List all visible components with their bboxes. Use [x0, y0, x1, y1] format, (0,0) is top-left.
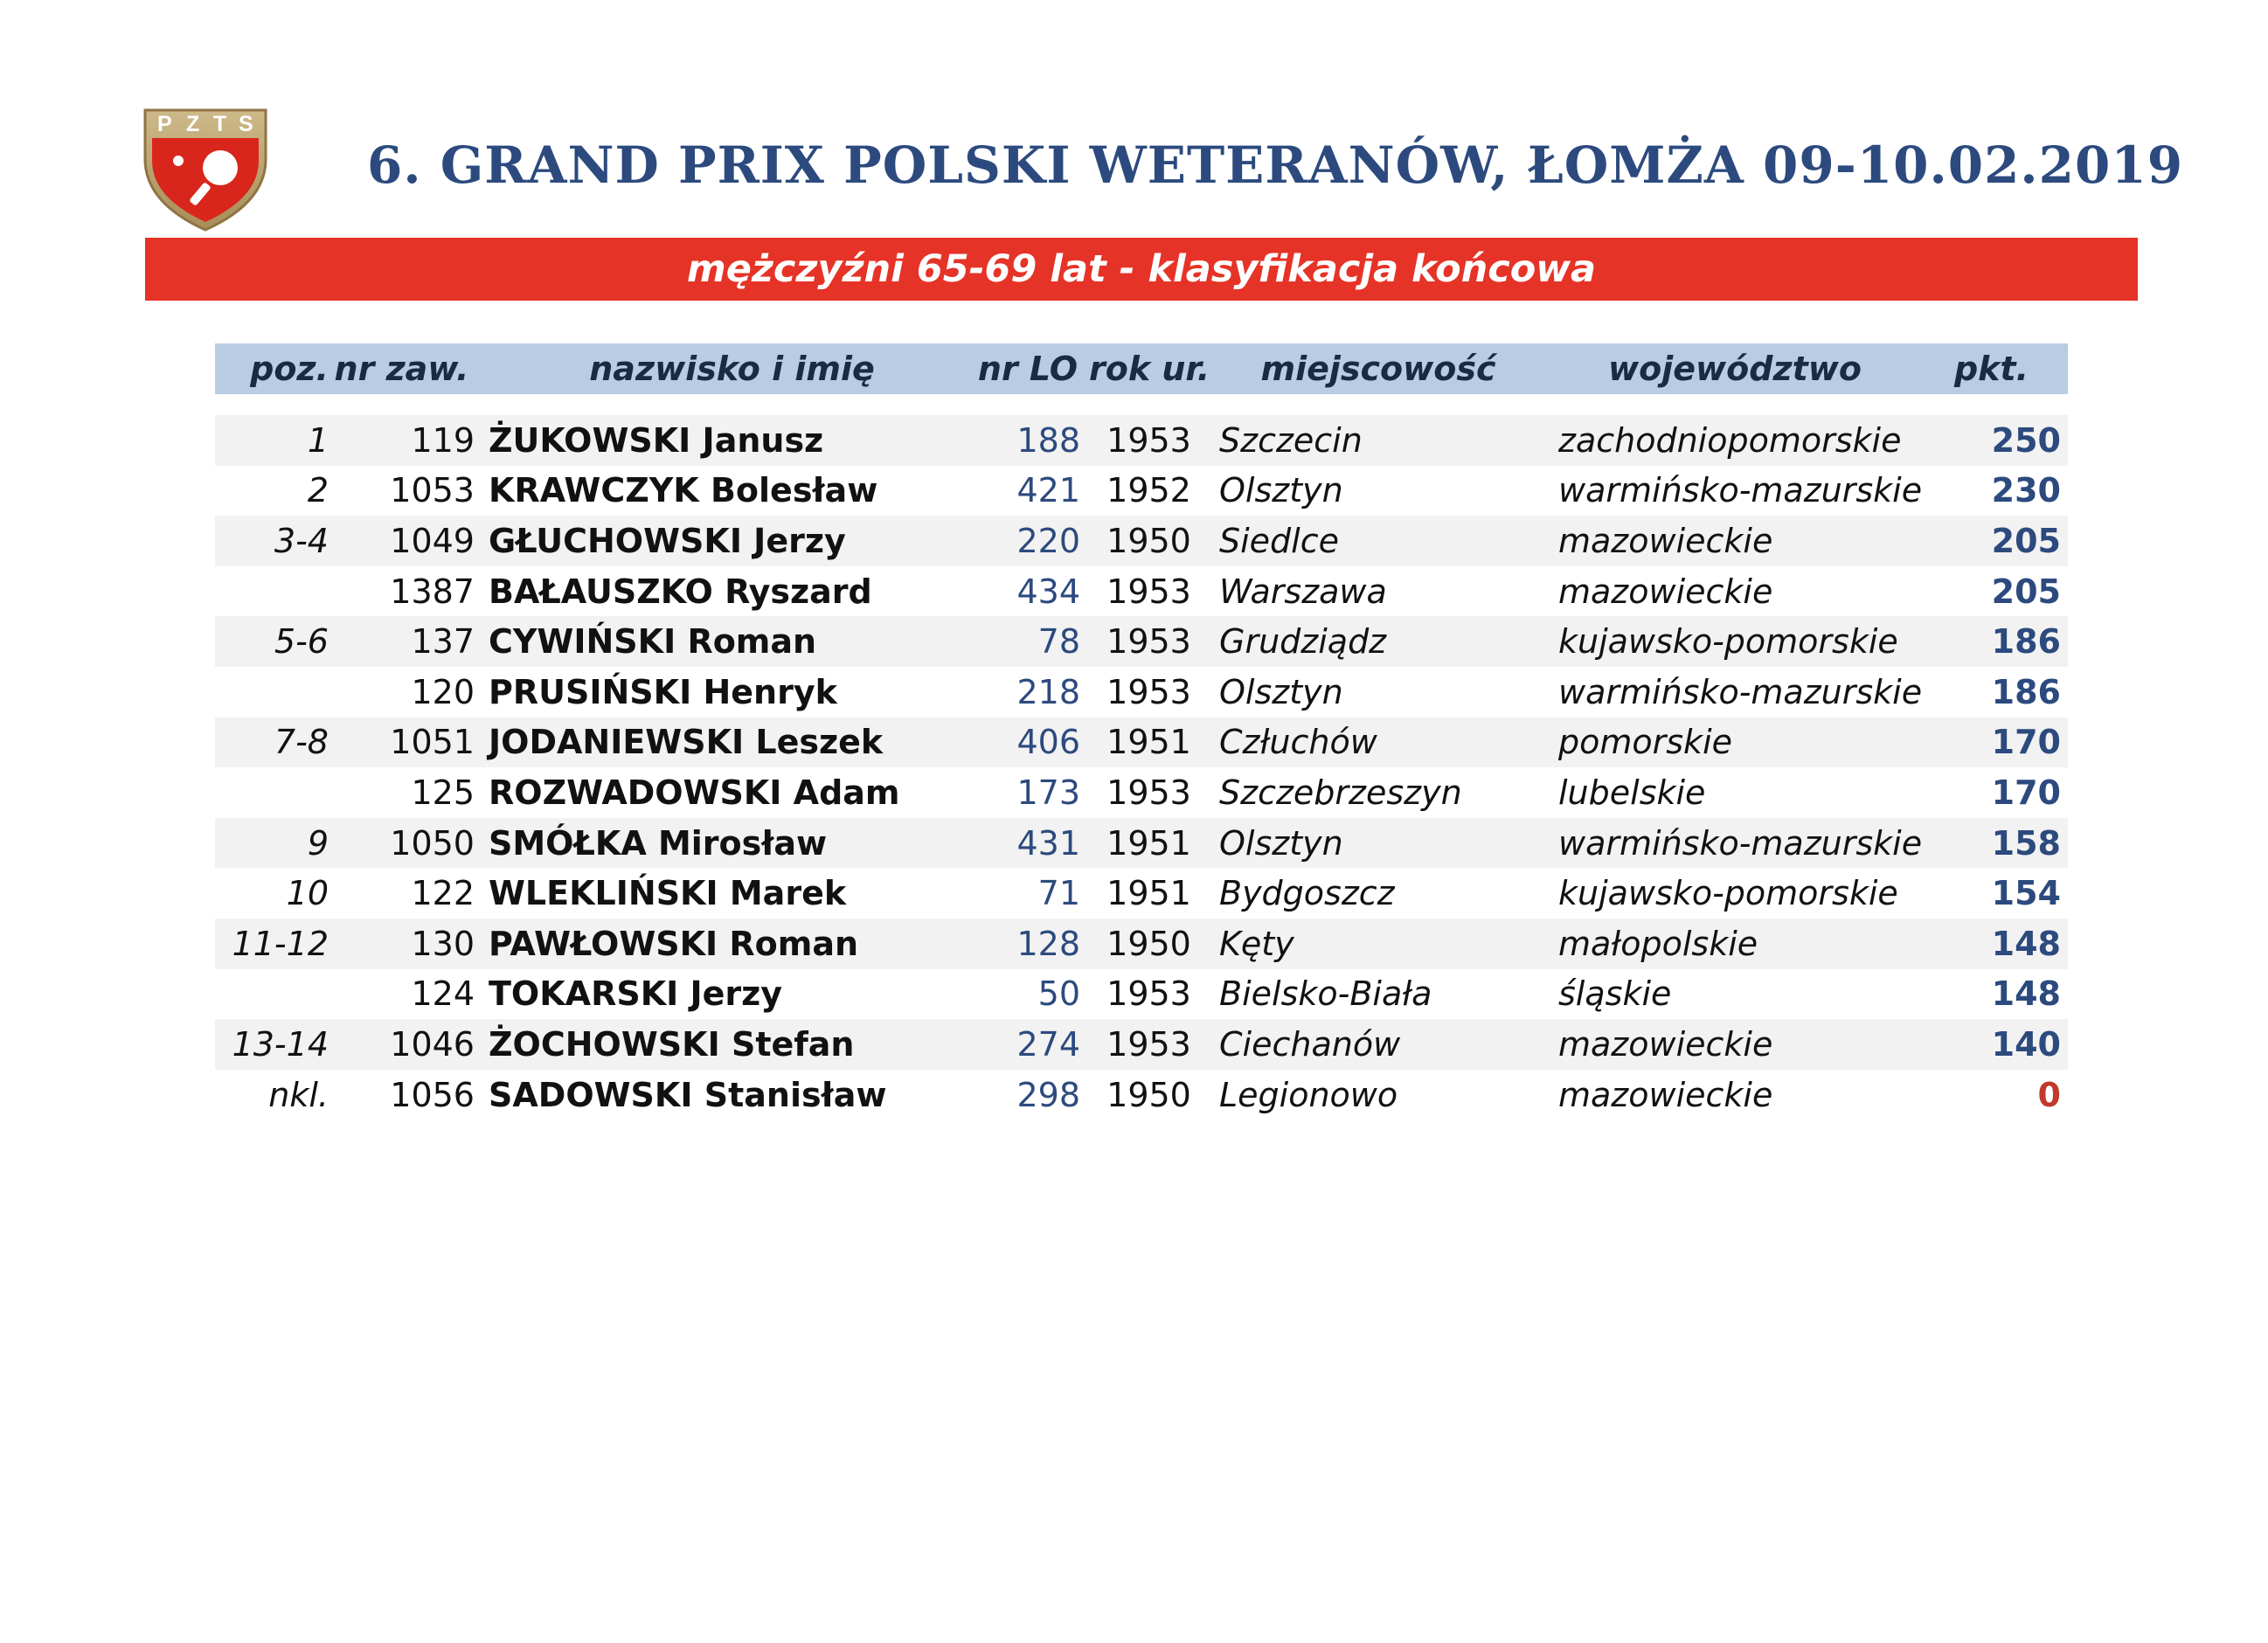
cell-pos: 13-14 [232, 1024, 329, 1064]
svg-text:P: P [157, 112, 172, 136]
cell-wojewodztwo: mazowieckie [1558, 1024, 1773, 1064]
cell-pos: 3-4 [274, 521, 329, 560]
table-row [215, 868, 2068, 919]
table-row [215, 415, 2068, 466]
cell-nr-zaw: 1046 [390, 1024, 475, 1064]
cell-rok: 1950 [1106, 924, 1191, 963]
table-row [215, 466, 2068, 516]
cell-name: SMÓŁKA Mirosław [489, 823, 828, 863]
cell-miejscowosc: Ciechanów [1219, 1024, 1401, 1064]
cell-miejscowosc: Kęty [1219, 924, 1294, 963]
cell-nr-zaw: 1053 [390, 471, 475, 510]
category-title: mężczyźni 65-69 lat - klasyfikacja końcowa [686, 247, 1597, 291]
header-miejscowosc: miejscowość [1260, 350, 1496, 388]
cell-pos: 11-12 [232, 924, 329, 963]
cell-nr-zaw: 1050 [390, 823, 475, 863]
cell-miejscowosc: Olsztyn [1219, 471, 1343, 510]
cell-rok: 1953 [1106, 420, 1191, 460]
category-banner [145, 238, 2138, 301]
cell-name: ŻUKOWSKI Janusz [489, 420, 824, 460]
cell-nr-zaw: 125 [411, 773, 475, 812]
cell-wojewodztwo: śląskie [1558, 974, 1672, 1014]
table-row [215, 1070, 2068, 1120]
cell-nr-zaw: 130 [411, 924, 475, 963]
cell-nr-lo: 71 [1037, 874, 1080, 913]
cell-pkt: 170 [1991, 773, 2061, 812]
cell-rok: 1950 [1106, 521, 1191, 560]
cell-nr-lo: 188 [1016, 420, 1080, 460]
cell-nr-lo: 274 [1016, 1024, 1080, 1064]
cell-wojewodztwo: mazowieckie [1558, 572, 1773, 611]
table-row [215, 1019, 2068, 1070]
cell-name: GŁUCHOWSKI Jerzy [489, 521, 846, 560]
cell-name: KRAWCZYK Bolesław [489, 471, 878, 510]
cell-nr-lo: 128 [1016, 924, 1080, 963]
cell-nr-lo: 173 [1016, 773, 1080, 812]
header-nr-zaw: nr zaw. [334, 350, 469, 388]
cell-pos: 1 [307, 420, 329, 460]
cell-nr-zaw: 122 [411, 874, 475, 913]
cell-nr-zaw: 1387 [390, 572, 475, 611]
cell-miejscowosc: Człuchów [1219, 723, 1377, 762]
cell-pos: 7-8 [274, 723, 329, 762]
cell-nr-lo: 298 [1016, 1075, 1080, 1114]
cell-miejscowosc: Szczebrzeszyn [1219, 773, 1462, 812]
cell-nr-lo: 78 [1037, 622, 1080, 662]
cell-pkt: 154 [1991, 874, 2061, 913]
cell-pkt: 170 [1991, 723, 2061, 762]
cell-nr-lo: 406 [1016, 723, 1080, 762]
cell-rok: 1951 [1106, 823, 1191, 863]
cell-wojewodztwo: mazowieckie [1558, 521, 1773, 560]
svg-text:S: S [239, 112, 253, 136]
cell-pkt: 205 [1991, 572, 2061, 611]
cell-wojewodztwo: warmińsko-mazurskie [1558, 471, 1923, 510]
cell-wojewodztwo: warmińsko-mazurskie [1558, 823, 1923, 863]
cell-miejscowosc: Siedlce [1219, 521, 1340, 560]
cell-wojewodztwo: pomorskie [1558, 723, 1732, 762]
cell-nr-lo: 220 [1016, 521, 1080, 560]
cell-rok: 1950 [1106, 1075, 1191, 1114]
cell-name: ROZWADOWSKI Adam [489, 773, 900, 812]
cell-wojewodztwo: zachodniopomorskie [1558, 420, 1902, 460]
cell-miejscowosc: Szczecin [1219, 420, 1363, 460]
cell-wojewodztwo: kujawsko-pomorskie [1558, 622, 1898, 662]
cell-nr-lo: 50 [1037, 974, 1080, 1014]
header-rok: rok ur. [1089, 350, 1210, 388]
cell-pos: 2 [307, 471, 329, 510]
cell-nr-zaw: 1051 [390, 723, 475, 762]
header-wojewodztwo: województwo [1608, 350, 1862, 388]
cell-name: BAŁAUSZKO Ryszard [489, 572, 872, 611]
cell-pkt: 0 [2037, 1075, 2061, 1114]
cell-nr-zaw: 137 [411, 622, 475, 662]
cell-pkt: 148 [1991, 974, 2061, 1014]
header-pos: poz. [250, 350, 329, 388]
cell-name: PAWŁOWSKI Roman [489, 924, 859, 963]
cell-nr-lo: 421 [1016, 471, 1080, 510]
header-name: nazwisko i imię [589, 350, 875, 388]
table-row [215, 616, 2068, 667]
cell-name: TOKARSKI Jerzy [489, 974, 783, 1014]
cell-wojewodztwo: kujawsko-pomorskie [1558, 874, 1898, 913]
cell-pkt: 140 [1991, 1024, 2061, 1064]
cell-nr-lo: 218 [1016, 672, 1080, 711]
results-table [215, 343, 2068, 1120]
cell-wojewodztwo: małopolskie [1558, 924, 1758, 963]
cell-nr-zaw: 124 [411, 974, 475, 1014]
cell-pkt: 186 [1991, 622, 2061, 662]
table-row [215, 718, 2068, 768]
table-row [215, 516, 2068, 566]
cell-name: SADOWSKI Stanisław [489, 1075, 887, 1114]
cell-pos: 9 [307, 823, 329, 863]
page-title: 6. GRAND PRIX POLSKI WETERANÓW, ŁOMŻA 09-10.02.2019 [367, 135, 2184, 195]
cell-pos: nkl. [268, 1075, 329, 1114]
cell-name: CYWIŃSKI Roman [489, 622, 817, 662]
header-nr-lo: nr LO [977, 350, 1079, 388]
cell-wojewodztwo: mazowieckie [1558, 1075, 1773, 1114]
cell-name: PRUSIŃSKI Henryk [489, 672, 837, 711]
table-row [215, 919, 2068, 969]
cell-miejscowosc: Bydgoszcz [1219, 874, 1395, 913]
cell-wojewodztwo: lubelskie [1558, 773, 1706, 812]
cell-miejscowosc: Bielsko-Biała [1219, 974, 1432, 1014]
cell-rok: 1952 [1106, 471, 1191, 510]
table-body [215, 415, 2068, 1120]
cell-miejscowosc: Warszawa [1219, 572, 1387, 611]
cell-pkt: 250 [1991, 420, 2061, 460]
svg-text:Z: Z [186, 112, 200, 136]
cell-rok: 1951 [1106, 874, 1191, 913]
cell-nr-zaw: 1056 [390, 1075, 475, 1114]
cell-pkt: 148 [1991, 924, 2061, 963]
cell-miejscowosc: Legionowo [1219, 1075, 1398, 1114]
table-header [215, 343, 2068, 394]
cell-rok: 1953 [1106, 672, 1191, 711]
table-row [215, 767, 2068, 818]
cell-pkt: 230 [1991, 471, 2061, 510]
cell-pos: 5-6 [274, 622, 329, 662]
svg-text:T: T [213, 112, 227, 136]
cell-pkt: 186 [1991, 672, 2061, 711]
cell-wojewodztwo: warmińsko-mazurskie [1558, 672, 1923, 711]
cell-rok: 1953 [1106, 773, 1191, 812]
cell-nr-zaw: 120 [411, 672, 475, 711]
table-row [215, 667, 2068, 718]
cell-nr-lo: 434 [1016, 572, 1080, 611]
cell-pos: 10 [286, 874, 329, 913]
cell-rok: 1953 [1106, 622, 1191, 662]
header-pkt: pkt. [1953, 350, 2029, 388]
table-row [215, 818, 2068, 869]
cell-name: WLEKLIŃSKI Marek [489, 874, 847, 913]
cell-pkt: 205 [1991, 521, 2061, 560]
cell-rok: 1953 [1106, 572, 1191, 611]
cell-rok: 1953 [1106, 1024, 1191, 1064]
cell-nr-zaw: 1049 [390, 521, 475, 560]
cell-nr-zaw: 119 [411, 420, 475, 460]
cell-miejscowosc: Olsztyn [1219, 823, 1343, 863]
cell-miejscowosc: Grudziądz [1219, 622, 1387, 662]
table-row [215, 566, 2068, 617]
cell-nr-lo: 431 [1016, 823, 1080, 863]
table-row [215, 969, 2068, 1020]
cell-rok: 1951 [1106, 723, 1191, 762]
cell-name: JODANIEWSKI Leszek [489, 723, 884, 762]
cell-name: ŻOCHOWSKI Stefan [489, 1024, 855, 1064]
cell-pkt: 158 [1991, 823, 2061, 863]
cell-rok: 1953 [1106, 974, 1191, 1014]
cell-miejscowosc: Olsztyn [1219, 672, 1343, 711]
